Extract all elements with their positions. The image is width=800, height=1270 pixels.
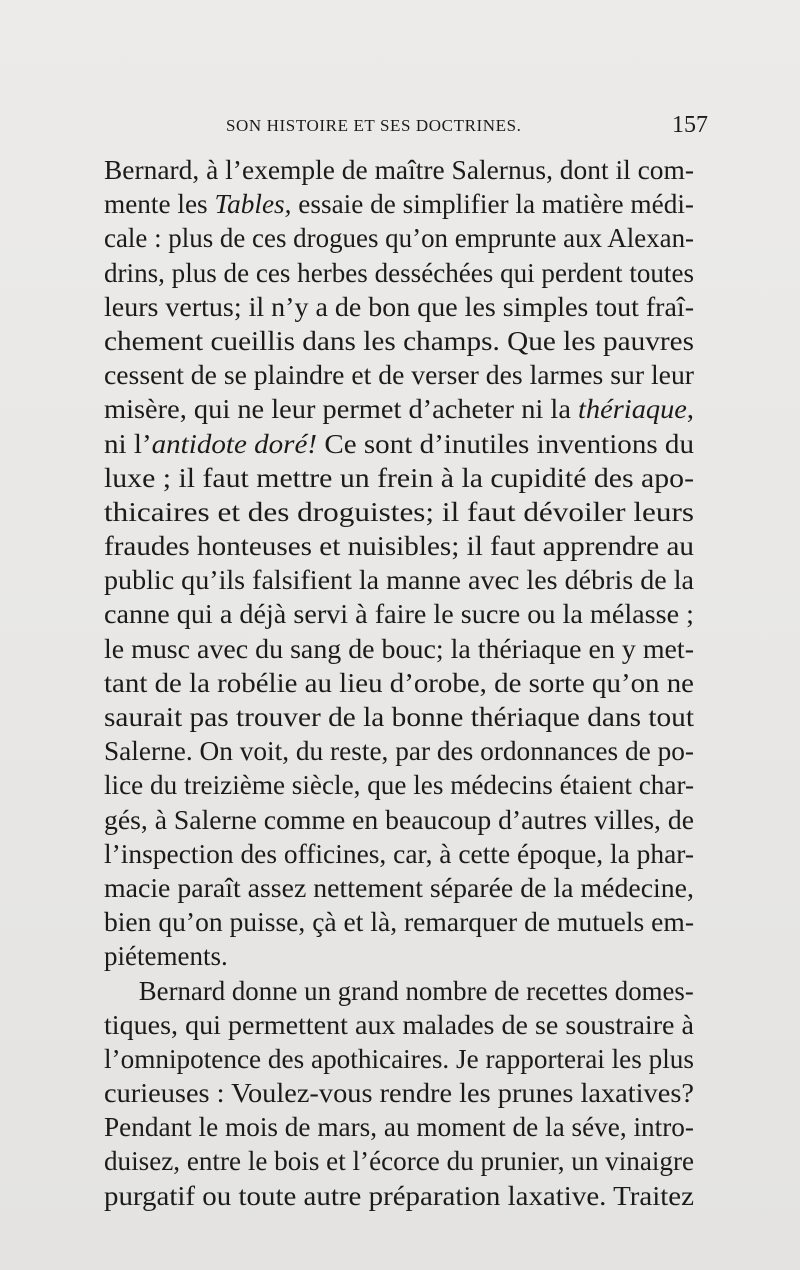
text-run: curieuses : Voulez-vous rendre les prunes laxatives? [104,1078,694,1109]
text-run: duisez, entre le bois et l’écorce du prunier, un vinaigre [104,1146,695,1177]
text-run: purgatif ou toute autre préparation laxative. Traitez [104,1180,694,1211]
text-line [104,529,732,563]
text-line [104,1076,732,1110]
text-line [104,734,732,768]
text-line [104,632,732,666]
text-line-content [104,427,694,461]
text-line-content [104,666,694,700]
text-line [104,153,732,187]
text-line-content [104,563,694,597]
text-line [104,700,732,734]
italic-text: thériaque [578,394,687,425]
text-line-content [104,1008,694,1042]
text-run: essaie de simplifier la matière médi- [291,189,694,220]
text-run: cale : plus de ces drogues qu’on emprunte aux Alexan- [104,223,695,254]
text-run: tant de la robélie au lieu d’orobe, de sorte qu’on ne [104,667,695,698]
text-run: piétements. [104,941,228,972]
text-line [104,1144,732,1178]
text-run: Ce sont d’inutiles inventions du [317,428,695,459]
italic-text: Tables, [214,189,292,220]
text-line-content [104,837,694,871]
text-run: thicaires et des droguistes; il faut dévoiler leurs [104,496,695,527]
text-line-content [104,1042,694,1076]
text-run: Bernard donne un grand nombre de recettes domes- [138,975,694,1006]
text-line-content [104,187,694,221]
text-line-content [104,768,694,802]
text-line-content [104,1144,694,1178]
text-run: macie paraît assez nettement séparée de la médecine, [104,872,694,903]
text-line-content [104,1076,694,1110]
text-run: bien qu’on puisse, çà et là, remarquer de mutuels em- [104,907,695,938]
text-line-content [104,974,694,1008]
text-line [104,392,732,426]
text-line [104,427,732,461]
text-line-content [104,221,694,255]
text-line [104,871,732,905]
text-run: mente les [104,189,215,220]
page-header [104,112,708,142]
text-line-content [104,734,694,768]
running-title: SON HISTOIRE ET SES DOCTRINES. [226,116,522,135]
text-line-content [104,290,694,324]
text-run: le musc avec du sang de bouc; la thériaque en y met- [104,633,695,664]
text-line [104,768,732,802]
text-line [104,939,732,973]
page-number: 157 [672,112,708,138]
text-run: Bernard, à l’exemple de maître Salernus, dont il com- [104,155,695,185]
text-run: luxe ; il faut mettre un frein à la cupidité des apo- [104,462,694,493]
text-line-content [104,700,694,734]
text-line [104,495,732,529]
text-run: ni l’ [104,428,152,459]
text-line [104,358,732,392]
text-line [104,256,732,290]
text-line-content [104,939,228,973]
text-line-content [104,1110,694,1144]
text-line [104,221,732,255]
text-line-content [104,358,694,392]
text-line [104,905,732,939]
text-line-content [104,392,694,426]
body-text [104,153,732,1213]
text-run: canne qui a déjà servi à faire le sucre ou la mélasse ; [104,599,694,630]
text-line [104,324,732,358]
text-run: gés, à Salerne comme en beaucoup d’autres villes, de [104,804,695,835]
text-line-content [104,597,694,631]
text-line [104,1042,732,1076]
text-run: l’omnipotence des apothicaires. Je rapporterai les plus [104,1043,695,1074]
text-line-content [104,461,694,495]
text-line [104,803,732,837]
text-line [104,974,732,1008]
text-run: lice du treizième siècle, que les médecins étaient char- [104,770,694,801]
text-line-content [104,905,694,939]
text-line [104,290,732,324]
text-run: fraudes honteuses et nuisibles; il faut apprendre au [104,531,694,562]
text-line-content [104,632,694,666]
text-run: public qu’ils falsifient la manne avec les débris de la [104,565,694,596]
text-line [104,1179,732,1213]
text-run: saurait pas trouver de la bonne thériaque dans tout [104,702,694,732]
text-run: l’inspection des officines, car, à cette époque, la phar- [104,838,695,869]
text-line [104,1110,732,1144]
text-run: cessent de se plaindre et de verser des larmes sur leur [104,360,695,391]
text-line [104,563,732,597]
italic-text: antidote doré! [151,428,318,459]
text-line-content [104,495,694,529]
text-run: leurs vertus; il n’y a de bon que les simples tout fraî- [104,291,695,322]
text-line [104,1008,732,1042]
text-line-content [104,803,694,837]
text-run: Pendant le mois de mars, au moment de la séve, intro- [104,1112,695,1143]
text-run: tiques, qui permettent aux malades de se soustraire à [104,1009,694,1040]
text-line [104,461,732,495]
text-line-content [104,324,694,358]
text-line-content [104,871,694,905]
text-run: , [686,394,695,425]
text-line [104,837,732,871]
text-run: drins, plus de ces herbes desséchées qui perdent toutes [104,257,695,288]
text-run: Salerne. On voit, du reste, par des ordonnances de po- [104,736,694,767]
text-line [104,597,732,631]
text-line-content [104,529,694,563]
text-run: misère, qui ne leur permet d’acheter ni la [104,394,579,425]
text-line-content [104,1179,694,1213]
text-line [104,187,732,221]
text-line [104,666,732,700]
text-line-content [104,256,694,290]
text-line-content [104,153,694,187]
text-run: chement cueillis dans les champs. Que les pauvres [104,325,695,356]
